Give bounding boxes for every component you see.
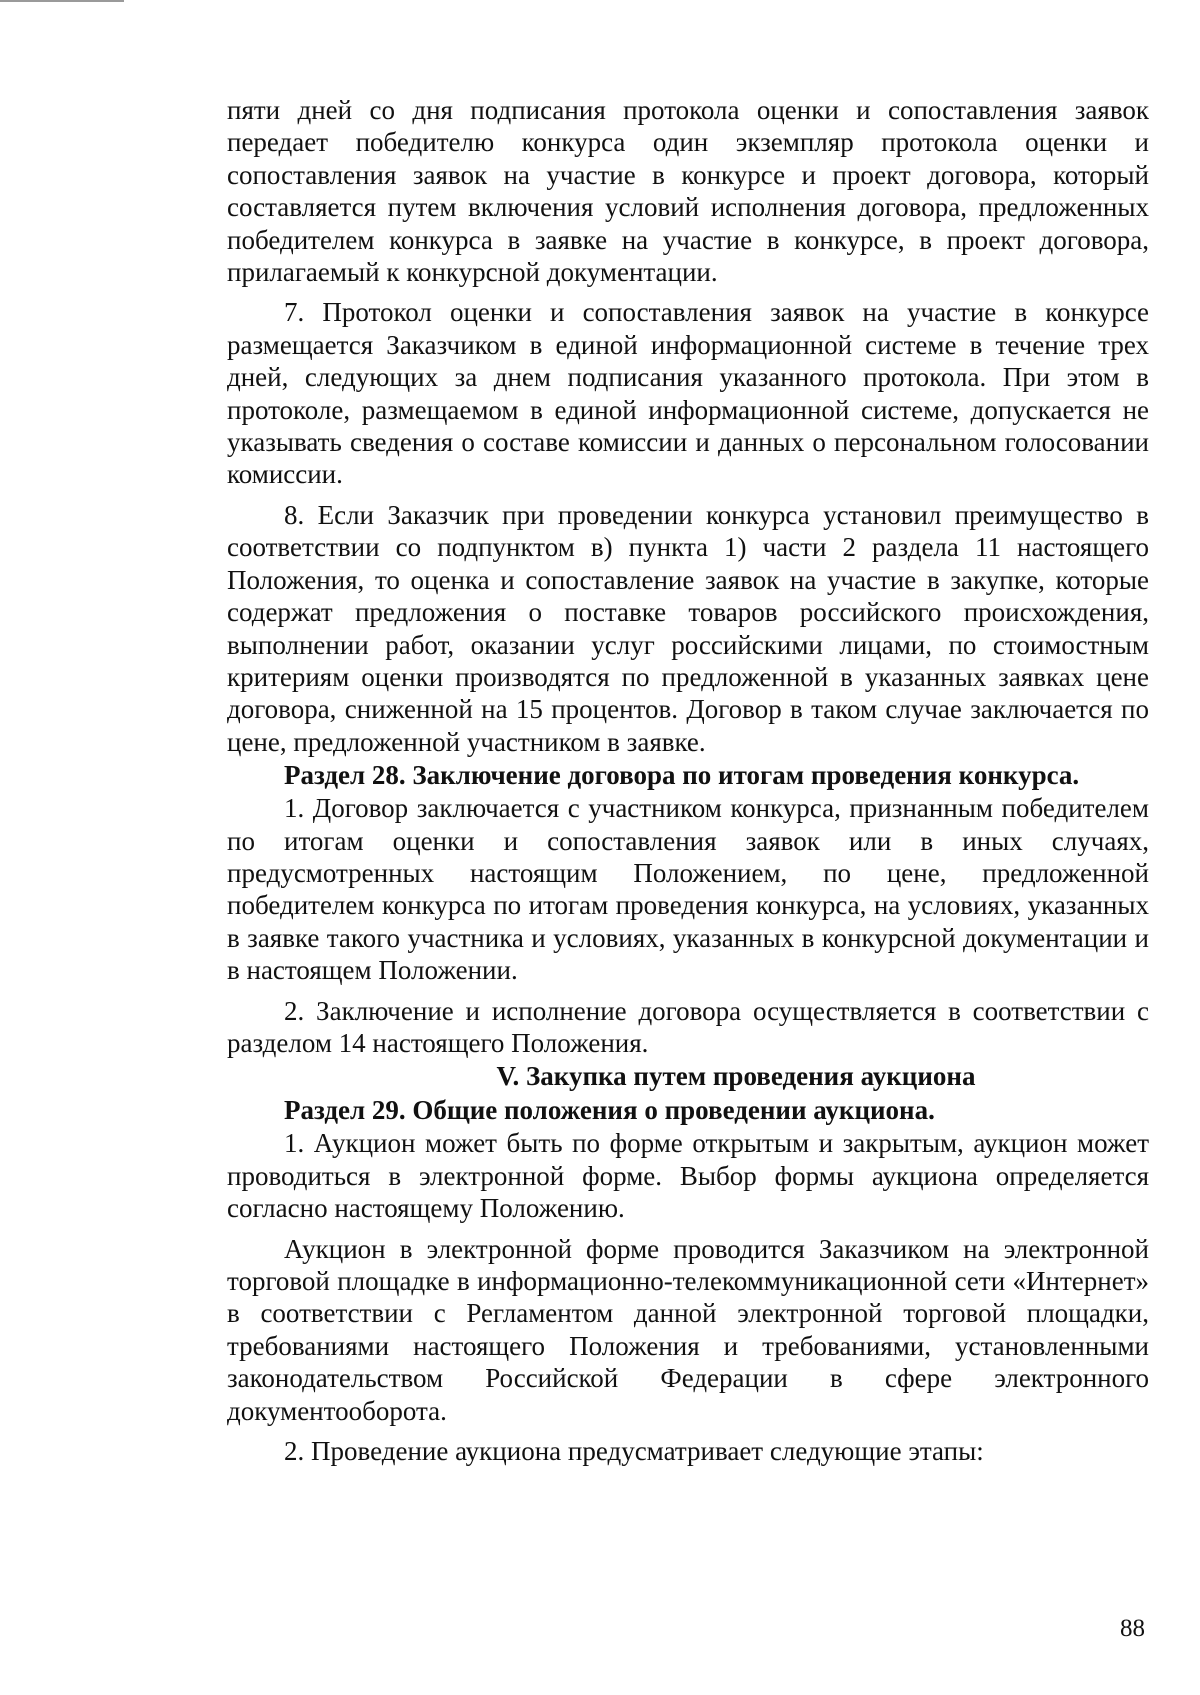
paragraph-continuation: пяти дней со дня подписания протокола оценки и сопоставления заявок передает победителю конкурса один экземпляр протокола оценки и сопоставления заявок на участие в конкурсе и проект договора, который составляется путем включения условий исполнения договора, предложенных победителем конкурса в заявке на участие в конкурсе, в проект договора, прилагаемый к конкурсной документации.	[227, 95, 1149, 288]
scan-edge-mark	[0, 0, 124, 2]
section-28-title: Раздел 28. Заключение договора по итогам проведения конкурса.	[284, 760, 1080, 791]
paragraph-item-7: 7. Протокол оценки и сопоставления заявок на участие в конкурсе размещается Заказчиком в единой информационной системе в течение трех дней, следующих за днем подписания указанного протокола. При этом в протоколе, размещаемом в единой информационной системе, допускается не указывать сведения о составе комиссии и данных о персональном голосовании комиссии.	[227, 297, 1149, 490]
section-29-item-2: 2. Проведение аукциона предусматривает следующие этапы:	[284, 1436, 984, 1467]
document-page	[227, 94, 1149, 1467]
section-28-item-1: 1. Договор заключается с участником конкурса, признанным победителем по итогам оценки и сопоставления заявок или в иных случаях, предусмотренных настоящим Положением, по цене, предложенной победителем конкурса по итогам проведения конкурса, на условиях, указанных в заявке такого участника и условиях, указанных в конкурсной документации и в настоящем Положении.	[227, 793, 1149, 986]
section-29-electronic-auction-paragraph: Аукцион в электронной форме проводится Заказчиком на электронной торговой площадке в информационно-телекоммуникационной сети «Интернет» в соответствии с Регламентом данной электронной торговой площадки, требованиями настоящего Положения и требованиями, установленными законодательством Российской Федерации в сфере электронного документооборота.	[227, 1233, 1149, 1426]
section-29-title: Раздел 29. Общие положения о проведении аукциона.	[284, 1095, 935, 1126]
section-29-item-1: 1. Аукцион может быть по форме открытым и закрытым, аукцион может проводиться в электронной форме. Выбор формы аукциона определяется согласно настоящему Положению.	[227, 1128, 1149, 1224]
chapter-5-title: V. Закупка путем проведения аукциона	[496, 1061, 976, 1092]
page-number: 88	[1120, 1615, 1145, 1642]
section-28-item-2: 2. Заключение и исполнение договора осуществляется в соответствии с разделом 14 настоящего Положения.	[227, 995, 1149, 1058]
paragraph-item-8: 8. Если Заказчик при проведении конкурса установил преимущество в соответствии со подпунктом в) пункта 1) части 2 раздела 11 настоящего Положения, то оценка и сопоставление заявок на участие в закупке, которые содержат предложения о поставке товаров российского происхождения, выполнении работ, оказании услуг российскими лицами, по стоимостным критериям оценки производятся по предложенной в указанных заявках цене договора, сниженной на 15 процентов. Договор в таком случае заключается по цене, предложенной участником в заявке.	[227, 499, 1149, 757]
